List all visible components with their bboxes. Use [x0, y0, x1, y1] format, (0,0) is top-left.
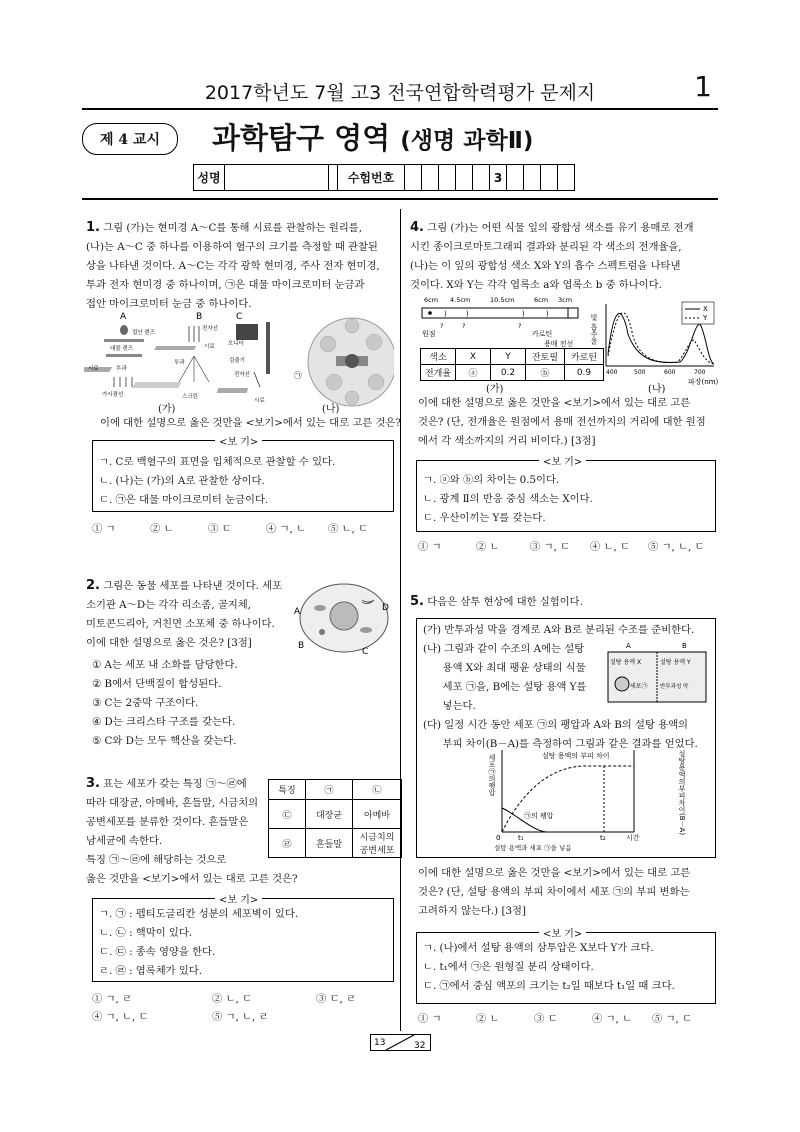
- q1-stem: 1. 그림 (가)는 현미경 A～C를 통해 시료를 관찰하는 원리를, (나)는 A～C 중 하나를 이용하여 혈구의 크기를 측정할 때 관찰된 상을 나타낸 것이다. A～C는 각각 광학 현미경, 주사 전자 현미경, 투과 전자 현미경 중 하나이며, ㉠은 대물 마이크로미터 눈금과 접안 마이크로미터 눈금 중 하나이다.: [86, 220, 380, 310]
- svg-text:설탕 용액 Y: 설탕 용액 Y: [660, 659, 691, 666]
- choice-3[interactable]: ③ ㄷ: [208, 523, 232, 535]
- origin-label: 원점: [422, 330, 436, 338]
- q5-tank-figure: [606, 640, 710, 706]
- q5-bogi-items: ㄱ. (나)에서 설탕 용액의 삼투압은 X보다 Y가 크다. ㄴ. t₁에서 ㉠은 원형질 분리 상태이다. ㄷ. ㉠에서 중심 액포의 크기는 t₂일 때보다 t₁일 때 크다.: [423, 942, 675, 992]
- choice-1[interactable]: ① ㄱ: [92, 523, 116, 535]
- bogi-label: <보 기>: [539, 453, 586, 468]
- exam-digit-box[interactable]: [507, 165, 524, 190]
- choice-3[interactable]: ③ ㄷ, ㄹ: [316, 993, 357, 1005]
- page-number: 1: [694, 70, 712, 103]
- svg-text:0: 0: [496, 834, 501, 842]
- exam-title: 2017학년도 7월 고3 전국연합학력평가 문제지: [204, 82, 596, 104]
- svg-text:A: A: [626, 642, 631, 650]
- svg-text:): ): [466, 310, 469, 318]
- svg-text:6cm: 6cm: [534, 296, 549, 304]
- q5-graph: [486, 744, 704, 852]
- choice-1[interactable]: ① ㄱ: [418, 1013, 442, 1025]
- organelle-B: B: [298, 641, 305, 651]
- name-label: 성명: [194, 165, 225, 190]
- choice-4[interactable]: ④ ㄱ, ㄴ, ㄷ: [92, 1011, 149, 1023]
- spacer: [329, 165, 338, 190]
- choice-4[interactable]: ④ ㄱ, ㄴ: [266, 523, 307, 535]
- absorbance-axis-label: 빛 흡수율: [590, 314, 598, 345]
- bogi-label: <보 기>: [215, 891, 262, 906]
- exam-digit-box[interactable]: [456, 165, 473, 190]
- q5-stem: 5. 다음은 삼투 현상에 대한 실험이다.: [410, 594, 583, 609]
- choice-3[interactable]: ③ ㄷ: [534, 1013, 558, 1025]
- svg-text:4.5cm: 4.5cm: [450, 296, 471, 304]
- exam-digit-box[interactable]: [405, 165, 422, 190]
- svg-text:6cm: 6cm: [424, 296, 439, 304]
- svg-text:설탕 용액과 세포 ㉠을 넣음: 설탕 용액과 세포 ㉠을 넣음: [494, 844, 572, 852]
- exam-digit-box[interactable]: [422, 165, 439, 190]
- svg-text:세포㉠: 세포㉠: [630, 683, 648, 690]
- q5-steps: (가) 반투과성 막을 경계로 A와 B로 분리된 수조를 준비한다. (나) 그림과 같이 수조의 A에는 설탕 용액 X와 최대 팽윤 상태의 식물 세포 ㉠을, B에는 설탕 용액 Y를 넣는다. (다) 일정 시간 동안 세포 ㉠의 팽압과 A와 B의 설탕 용액의 부피 차이(B－A)를 측정하여 그림과 같은 결과를 얻었다.: [423, 624, 698, 750]
- eyepiece-label: 접안 렌즈: [132, 330, 156, 336]
- exam-digit-box[interactable]: 3: [490, 165, 507, 190]
- svg-text:): ): [444, 310, 447, 318]
- header-bottom-rule: [82, 198, 718, 200]
- q2-cell-figure: [292, 580, 394, 658]
- subject-title: [212, 116, 533, 157]
- svg-text:?: ?: [440, 322, 444, 330]
- svg-text:10.5cm: 10.5cm: [490, 296, 515, 304]
- marker-label: ㉠: [294, 371, 302, 380]
- q5-choices: [418, 1010, 718, 1025]
- svg-text:700: 700: [694, 369, 706, 376]
- exam-digit-box[interactable]: [439, 165, 456, 190]
- svg-text:?: ?: [462, 322, 466, 330]
- svg-text:400: 400: [606, 369, 618, 376]
- objective-label: 대물 렌즈: [110, 346, 134, 352]
- svg-text:설탕 용액의 부피 차이: 설탕 용액의 부피 차이: [542, 752, 610, 760]
- q3-choices-row1: [92, 990, 356, 1005]
- monitor-label: 모니터: [228, 341, 244, 347]
- q3-table: 특징 ㉠ ㉡ ㉢ 대장균 아메바 ㉣ 흔들말 시금치의 공변세포: [268, 779, 402, 858]
- choice-2[interactable]: ② ㄴ: [476, 1013, 500, 1025]
- q5-ask: 이에 대한 설명으로 옳은 것만을 <보기>에서 있는 대로 고른 것은? (단, 설탕 용액의 부피 차이에서 세포 ㉠의 부피 변화는 고려하지 않는다.) [3점]: [418, 867, 691, 917]
- sample-label-a: 시료: [88, 366, 99, 372]
- question-1: [86, 218, 392, 314]
- q5-bogi-box: [416, 929, 716, 1004]
- choice-4[interactable]: ④ ㄴ, ㄷ: [590, 541, 631, 553]
- subject-name: 과학탐구 영역: [212, 121, 391, 155]
- id-table: [193, 164, 575, 191]
- q4-bogi-box: [416, 457, 716, 532]
- q3-bogi-box: [92, 895, 394, 982]
- choice-2[interactable]: ② ㄴ: [476, 541, 500, 553]
- subject-paren: (생명 과학Ⅱ): [400, 128, 534, 154]
- bogi-label: <보 기>: [539, 925, 586, 940]
- svg-text:500: 500: [634, 369, 646, 376]
- transmit-label-b: 투과: [174, 360, 185, 366]
- total-pages: 32: [414, 1041, 426, 1051]
- choice-5[interactable]: ⑤ ㄴ, ㄷ: [328, 523, 369, 535]
- q4-choices: [418, 538, 718, 553]
- q1-choices: [92, 520, 392, 535]
- choice-1[interactable]: ① ㄱ, ㄹ: [92, 993, 133, 1005]
- header-rule: [82, 108, 718, 110]
- volume-diff-curve: [502, 766, 634, 832]
- column-divider: [400, 209, 401, 1031]
- svg-text:㉠의 팽압: ㉠의 팽압: [524, 812, 554, 820]
- q4-caption-ga: (가): [486, 384, 504, 395]
- legend: [682, 302, 714, 324]
- solvent-front-label: 용매 전선: [544, 340, 574, 348]
- eye-icon: [120, 325, 128, 335]
- label-C: C: [236, 312, 243, 322]
- q1-number: 1.: [86, 220, 100, 235]
- organelle-D: D: [382, 603, 389, 613]
- label-B: B: [196, 312, 203, 322]
- q2-number: 2.: [86, 578, 100, 593]
- q1-bogi-box: [92, 437, 394, 512]
- white-blood-cell: [345, 354, 359, 368]
- q2-stem: 2. 그림은 동물 세포를 나타낸 것이다. 세포 소기관 A～D는 각각 리소좀, 골지체, 미토콘드리아, 거친면 소포체 중 하나이다. 이에 대한 설명으로 옳은 것은? [3점]: [86, 578, 283, 649]
- svg-text:3cm: 3cm: [558, 296, 573, 304]
- svg-text:?: ?: [518, 322, 522, 330]
- q1-ask: 이에 대한 설명으로 옳은 것만을 <보기>에서 있는 대로 고른 것은?: [100, 417, 401, 429]
- current-page: 13: [374, 1038, 386, 1048]
- q1-bogi-items: ㄱ. C로 백혈구의 표면을 입체적으로 관찰할 수 있다. ㄴ. (나)는 (가)의 A로 관찰한 상이다. ㄷ. ㉠은 대물 마이크로미터 눈금이다.: [99, 456, 336, 506]
- q1-caption-ga: (가): [158, 404, 176, 415]
- bogi-label: <보 기>: [215, 433, 262, 448]
- organelle-A: A: [294, 607, 301, 617]
- choice-2[interactable]: ② ㄴ, ㄷ: [212, 993, 253, 1005]
- choice-1[interactable]: ① ㄱ: [418, 541, 442, 553]
- svg-text:Y: Y: [703, 314, 708, 322]
- q4-table: 색소 X Y 잔토필 카로틴 전개율 ⓐ 0.2 ⓑ 0.9: [420, 348, 604, 381]
- q3-bogi-items: ㄱ. ㉠ : 펩티도글리칸 성분의 세포벽이 있다. ㄴ. ㉡ : 핵막이 있다. ㄷ. ㉢ : 종속 영양을 한다. ㄹ. ㉣ : 엽록체가 있다.: [99, 908, 299, 977]
- period-badge: 제 4 교시: [82, 123, 178, 155]
- choice-5[interactable]: ⑤ ㄱ, ㄴ, ㄷ: [648, 541, 705, 553]
- svg-text:반투과성 막: 반투과성 막: [660, 684, 689, 690]
- svg-text:t₂: t₂: [600, 834, 606, 842]
- svg-text:t₁: t₁: [518, 834, 524, 842]
- beam-label-b: 전자선: [202, 326, 218, 332]
- exam-digit-box[interactable]: [558, 165, 574, 190]
- turgor-curve: [502, 808, 634, 832]
- q4-ask: 이에 대한 설명으로 옳은 것만을 <보기>에서 있는 대로 고른 것은? (단, 전개율은 원점에서 용매 전선까지의 거리에 대한 원점 에서 각 색소까지의 거리 비이다.) [3점]: [418, 397, 706, 447]
- choice-3[interactable]: ③ ㄱ, ㄷ: [530, 541, 571, 553]
- svg-text:600: 600: [664, 369, 676, 376]
- wavelength-axis-label: 파장(nm): [688, 378, 719, 386]
- svg-text:X: X: [703, 305, 708, 313]
- q4-caption-na: (나): [648, 384, 666, 395]
- light-label: 가시광선: [102, 392, 124, 398]
- q2-statements: ① A는 세포 내 소화를 담당한다. ② B에서 단백질이 합성된다. ③ C는 2중막 구조이다. ④ D는 크리스타 구조를 갖는다. ⑤ C와 D는 모두 핵산을 갖는다.: [92, 659, 238, 747]
- exam-number-label: 수험번호: [338, 165, 405, 190]
- screen-label: 스크린: [182, 394, 198, 400]
- transmit-label-a: 투과: [116, 366, 127, 372]
- nucleus: [330, 602, 358, 630]
- organelle-C: C: [362, 647, 369, 657]
- sample-label-c: 시료: [254, 398, 265, 404]
- svg-text:): ): [546, 310, 549, 318]
- exam-digit-box[interactable]: [473, 165, 490, 190]
- svg-text:시간: 시간: [626, 834, 640, 842]
- svg-text:설탕용액의부피차이(B－A): 설탕용액의부피차이(B－A): [678, 750, 686, 836]
- carotene-label: 카로틴: [532, 330, 553, 338]
- q3-choices-row2: [92, 1008, 269, 1023]
- label-A: A: [120, 312, 127, 322]
- choice-5[interactable]: ⑤ ㄱ, ㄷ: [652, 1013, 693, 1025]
- q3-number: 3.: [86, 776, 100, 791]
- choice-5[interactable]: ⑤ ㄱ, ㄴ, ㄹ: [212, 1011, 269, 1023]
- page-indicator: [370, 1034, 432, 1052]
- name-field[interactable]: [225, 165, 329, 190]
- exam-digit-box[interactable]: [541, 165, 558, 190]
- q3-stem: 3. 표는 세포가 갖는 특징 ㉠～㉣에 따라 대장균, 아메바, 흔들말, 시금치의 공변세포를 분류한 것이다. 흔들말은 남세균에 속한다. 특징 ㉠～㉣에 해당하는 것으로 옳은 것만을 <보기>에서 있는 대로 고른 것은?: [86, 776, 298, 885]
- q1-figure: [84, 312, 394, 412]
- beam-label-c: 전자선: [234, 372, 250, 378]
- choice-2[interactable]: ② ㄴ: [150, 523, 174, 535]
- svg-text:B: B: [682, 642, 687, 650]
- q4-bogi-items: ㄱ. ⓐ와 ⓑ의 차이는 0.5이다. ㄴ. 광계 Ⅱ의 반응 중심 색소는 X이다. ㄷ. 우산이끼는 Y를 갖는다.: [423, 474, 593, 524]
- svg-text:설탕 용액 X: 설탕 용액 X: [610, 659, 642, 666]
- q1-caption-na: (나): [322, 404, 340, 415]
- detector-label: 검출기: [229, 358, 245, 364]
- q5-number: 5.: [410, 594, 424, 609]
- svg-text:): ): [522, 310, 525, 318]
- svg-text:세포㉠의팽압: 세포㉠의팽압: [488, 754, 496, 796]
- q4-stem: 4. 그림 (가)는 어떤 식물 잎의 광합성 색소를 유기 용매로 전개 시킨 종이크로마토그래피 결과와 분리된 각 색소의 전개율을, (나)는 이 잎의 광합성 색소 X와 Y의 흡수 스펙트럼을 나타낸 것이다. X와 Y는 각각 엽록소 a와 엽록소 b 중 하나이다.: [410, 220, 694, 291]
- choice-4[interactable]: ④ ㄱ, ㄴ: [592, 1013, 633, 1025]
- sample-label-b: 시료: [204, 344, 215, 350]
- q4-number: 4.: [410, 220, 424, 235]
- exam-digit-box[interactable]: [524, 165, 541, 190]
